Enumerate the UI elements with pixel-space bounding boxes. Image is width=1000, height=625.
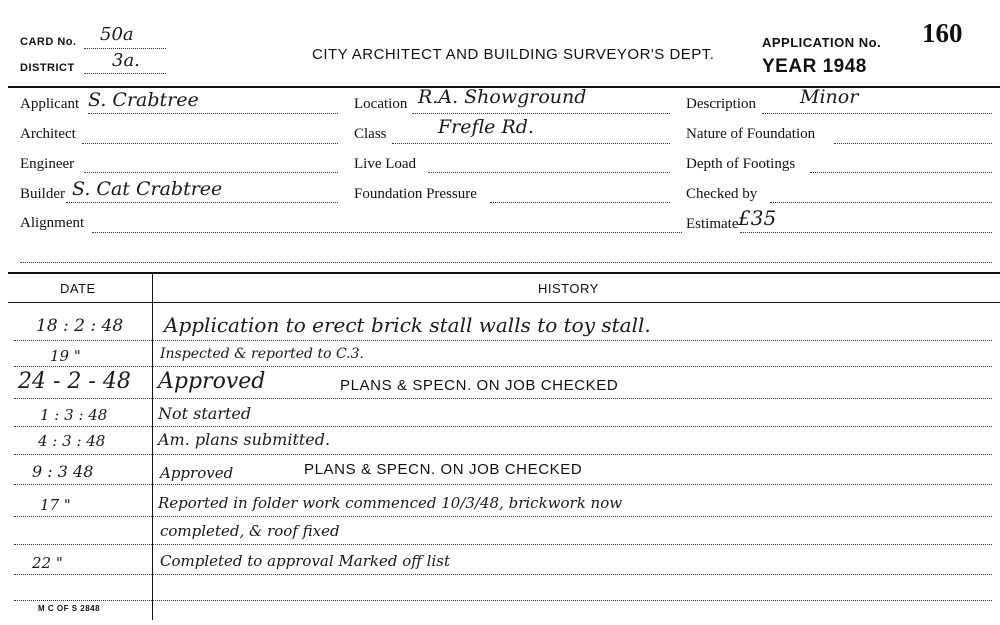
nature-of-foundation-label: Nature of Foundation: [686, 126, 816, 142]
location-value: R.A. Showground: [418, 86, 587, 108]
history-column-header: HISTORY: [538, 281, 599, 296]
live-load-label: Live Load: [354, 156, 417, 172]
history-entry: Completed to approval Marked off list: [160, 552, 450, 570]
history-date: 1 : 3 : 48: [40, 406, 108, 424]
checked-by-label: Checked by: [686, 186, 758, 202]
history-date: 24 - 2 - 48: [18, 369, 131, 394]
table-top-rule: [8, 272, 1000, 274]
history-entry: Inspected & reported to C.3.: [160, 346, 364, 362]
year-label: YEAR 1948: [762, 56, 867, 77]
builder-value: S. Cat Crabtree: [72, 178, 223, 200]
form-code: M C OF S 2848: [38, 604, 101, 613]
application-no-value: 160: [922, 18, 963, 48]
history-date: 22 ": [32, 554, 63, 572]
history-entry: completed, & roof fixed: [160, 522, 340, 540]
builder-label: Builder: [20, 186, 65, 202]
history-entry: Approved: [158, 369, 266, 394]
history-date: 18 : 2 : 48: [36, 316, 124, 336]
application-no-label: APPLICATION No.: [762, 35, 882, 50]
alignment-label: Alignment: [20, 215, 85, 231]
history-entry: Application to erect brick stall walls to toy stall.: [164, 313, 651, 337]
approval-stamp: PLANS & SPECN. ON JOB CHECKED: [340, 377, 619, 394]
estimate-value: £35: [738, 206, 777, 230]
history-entry: Am. plans submitted.: [158, 430, 331, 449]
date-column-header: DATE: [60, 281, 96, 296]
foundation-pressure-label: Foundation Pressure: [354, 186, 477, 202]
table-header-rule: [8, 302, 1000, 303]
district-value: 3a.: [112, 50, 140, 71]
class-label: Class: [354, 126, 387, 142]
applicant-label: Applicant: [20, 96, 80, 112]
description-value: Minor: [800, 86, 859, 108]
table-column-divider: [152, 274, 153, 620]
location-label: Location: [354, 96, 408, 112]
engineer-label: Engineer: [20, 156, 75, 172]
history-date: 17 ": [40, 496, 71, 514]
history-date: 4 : 3 : 48: [38, 432, 106, 450]
district-label: DISTRICT: [20, 62, 75, 74]
card-no-value: 50a: [100, 24, 134, 45]
class-value: Frefle Rd.: [438, 116, 534, 138]
history-date: 19 ": [50, 347, 81, 365]
history-date: 9 : 3 48: [32, 462, 94, 481]
description-label: Description: [686, 96, 756, 112]
department-title: CITY ARCHITECT AND BUILDING SURVEYOR'S DEPT.: [312, 46, 715, 63]
estimate-label: Estimate: [686, 216, 739, 232]
history-entry: Not started: [158, 404, 252, 423]
history-entry: Approved: [160, 464, 234, 482]
architect-label: Architect: [20, 126, 76, 142]
applicant-value: S. Crabtree: [88, 89, 199, 111]
depth-of-footings-label: Depth of Footings: [686, 156, 796, 172]
history-entry: Reported in folder work commenced 10/3/48, brickwork now: [158, 494, 623, 512]
approval-stamp: PLANS & SPECN. ON JOB CHECKED: [304, 461, 583, 478]
card-no-label: CARD No.: [20, 36, 77, 48]
